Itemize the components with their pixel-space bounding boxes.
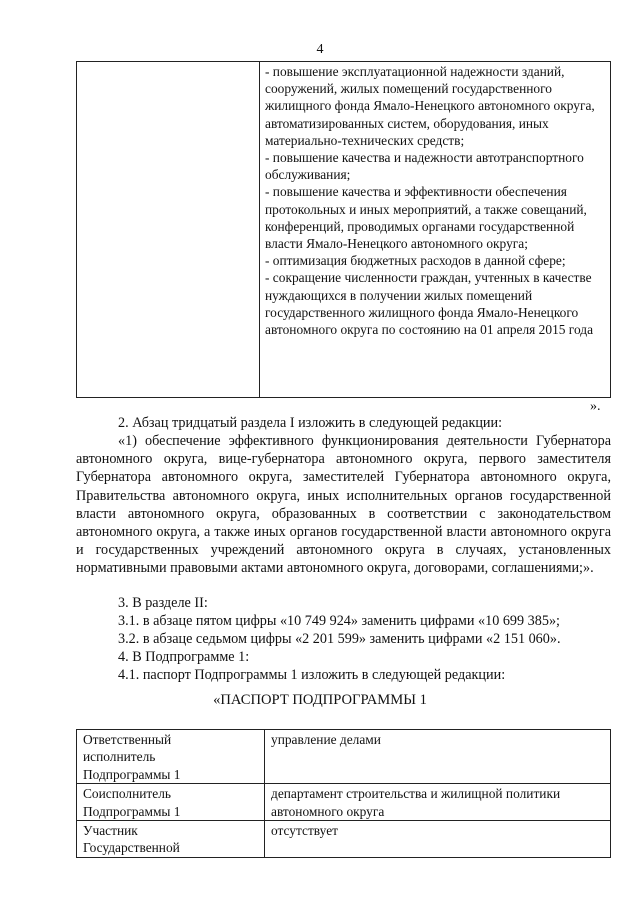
row-label-line: Соисполнитель xyxy=(83,786,172,802)
expected-result-item: - оптимизация бюджетных расходов в данной сфере; xyxy=(265,253,566,269)
continuation-table xyxy=(76,61,611,398)
row-label-line: Государственной xyxy=(83,840,180,856)
item-2-heading: 2. Абзац тридцатый раздела I изложить в следующей редакции: xyxy=(118,415,503,431)
item-4-1: 4.1. паспорт Подпрограммы 1 изложить в следующей редакции: xyxy=(118,667,506,683)
table-row xyxy=(77,730,611,784)
closing-quote: ». xyxy=(590,399,601,414)
row-label-line: Подпрограммы 1 xyxy=(83,803,181,819)
table-row xyxy=(77,784,611,821)
continuation-table-right-cell xyxy=(260,62,610,397)
item-3-heading: 3. В разделе II: xyxy=(118,595,208,611)
row-label-line: Ответственный xyxy=(83,732,172,747)
row-value: управление делами xyxy=(265,730,611,784)
item-4-heading: 4. В Подпрограмме 1: xyxy=(118,649,250,665)
expected-result-item: - повышение эксплуатационной надежности зданий, сооружений, жилых помещений государственного жилищного фонда Ямало-Ненецкого автономного округа, автоматизированных систем, оборудования, иных материально-технических средств; xyxy=(265,64,595,148)
page-number: 4 xyxy=(316,42,324,57)
row-label-line: Участник xyxy=(83,823,138,839)
row-label-line: Подпрограммы 1 xyxy=(83,766,181,782)
row-value: департамент строительства и жилищной политики автономного округа xyxy=(265,784,611,821)
row-label xyxy=(77,784,265,821)
expected-result-item: - сокращение численности граждан, учтенных в качестве нуждающихся в получении жилых помещений государственного жилищного фонда Ямало-Ненецкого автономного округа по состоянию на 01 апреля 2015 года xyxy=(265,270,594,338)
passport-title: «ПАСПОРТ ПОДПРОГРАММЫ 1 xyxy=(213,692,427,708)
row-label xyxy=(77,821,265,858)
row-label xyxy=(77,730,265,784)
expected-result-item: - повышение качества и надежности автотранспортного обслуживания; xyxy=(265,150,584,183)
continuation-table-left-cell xyxy=(77,62,260,397)
item-3-2: 3.2. в абзаце седьмом цифры «2 201 599» заменить цифрами «2 151 060». xyxy=(118,631,561,647)
item-3-1: 3.1. в абзаце пятом цифры «10 749 924» заменить цифрами «10 699 385»; xyxy=(118,613,560,629)
item-2-text: «1) обеспечение эффективного функционирования деятельности Губернатора автономного округа, вице-губернатора автономного округа, первого заместителя Губернатора автономного округа, заместителей Губернатора автономного округа, Правительства автономного округа, иных исполнительных органов государственной власти автономного округа, образованных в соответствии с законодательством автономного округа, а также иных органов государственной власти автономного округа и государственных учреждений автономного округа в случаях, установленных нормативными правовыми актами автономного округа, договорами, соглашениями;». xyxy=(76,433,611,577)
row-label-line: исполнитель xyxy=(83,749,156,765)
passport-table xyxy=(76,729,611,858)
row-value: отсутствует xyxy=(265,821,611,858)
expected-result-item: - повышение качества и эффективности обеспечения протокольных и иных мероприятий, а также совещаний, конференций, проводимых органами государственной власти Ямало-Ненецкого автономного округа; xyxy=(265,184,587,252)
table-row xyxy=(77,821,611,858)
